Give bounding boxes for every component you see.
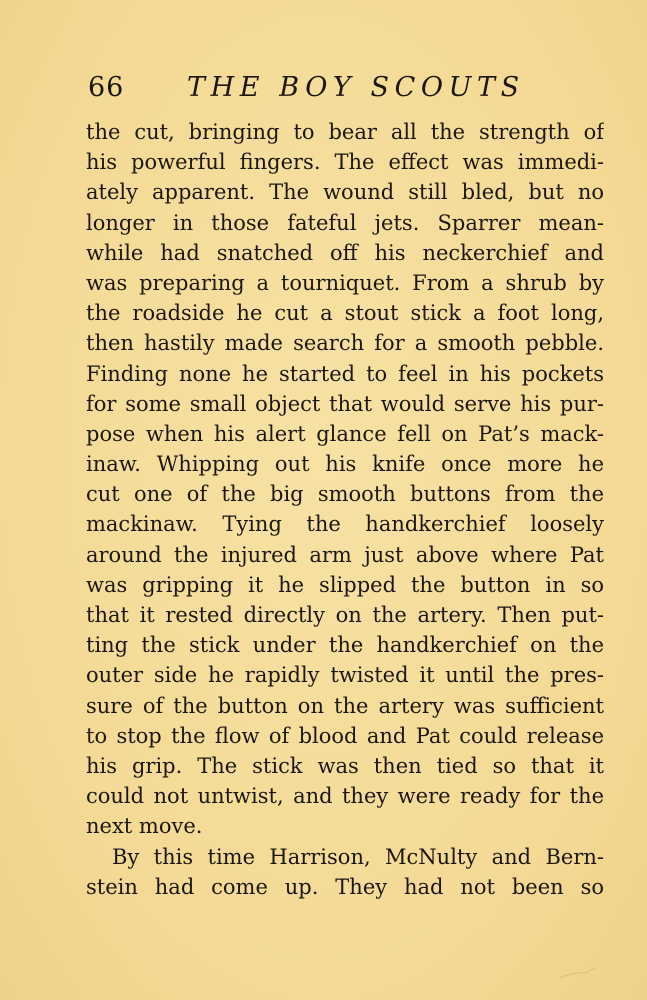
text-line: inaw. Whipping out his knife once more he — [86, 452, 604, 477]
text-line: Finding none he started to feel in his pockets — [86, 361, 604, 386]
text-line: ately apparent. The wound still bled, but no — [86, 180, 604, 205]
text-line: By this time Harrison, McNulty and Bern- — [112, 844, 604, 869]
text-line: the cut, bringing to bear all the strength of — [86, 120, 604, 144]
text-line: for some small object that would serve his pur- — [86, 391, 604, 416]
text-line: stein had come up. They had not been so — [86, 874, 604, 899]
text-line: that it rested directly on the artery. Then put- — [86, 603, 604, 627]
text-line: while had snatched off his neckerchief and — [86, 240, 604, 265]
text-line: ting the stick under the handkerchief on the — [86, 633, 604, 658]
running-head — [88, 68, 600, 108]
text-line: outer side he rapidly twisted it until the pres- — [86, 663, 604, 688]
text-line: around the injured arm just above where Pat — [86, 542, 604, 567]
text-line: his grip. The stick was then tied so that it — [86, 753, 604, 778]
text-line: cut one of the big smooth buttons from the — [86, 482, 604, 507]
running-title: THE BOY SCOUTS — [187, 72, 525, 103]
text-line: could not untwist, and they were ready for the — [86, 784, 604, 809]
text-line: the roadside he cut a stout stick a foot long, — [86, 301, 604, 326]
text-line: sure of the button on the artery was sufficient — [86, 693, 604, 718]
page-number: 66 — [88, 72, 125, 103]
body-text — [86, 117, 604, 902]
text-line: next move. — [86, 814, 203, 839]
text-line: then hastily made search for a smooth pebble. — [86, 331, 604, 356]
text-line: mackinaw. Tying the handkerchief loosely — [86, 512, 604, 537]
paper-blemish — [557, 966, 597, 980]
text-line: to stop the flow of blood and Pat could release — [86, 723, 604, 748]
text-line: longer in those fateful jets. Sparrer mean- — [86, 210, 604, 235]
text-line: pose when his alert glance fell on Pat’s mack- — [86, 421, 604, 446]
text-line: was preparing a tourniquet. From a shrub by — [86, 270, 604, 295]
text-line: was gripping it he slipped the button in so — [86, 572, 604, 597]
text-line: his powerful fingers. The effect was immedi- — [86, 150, 604, 175]
